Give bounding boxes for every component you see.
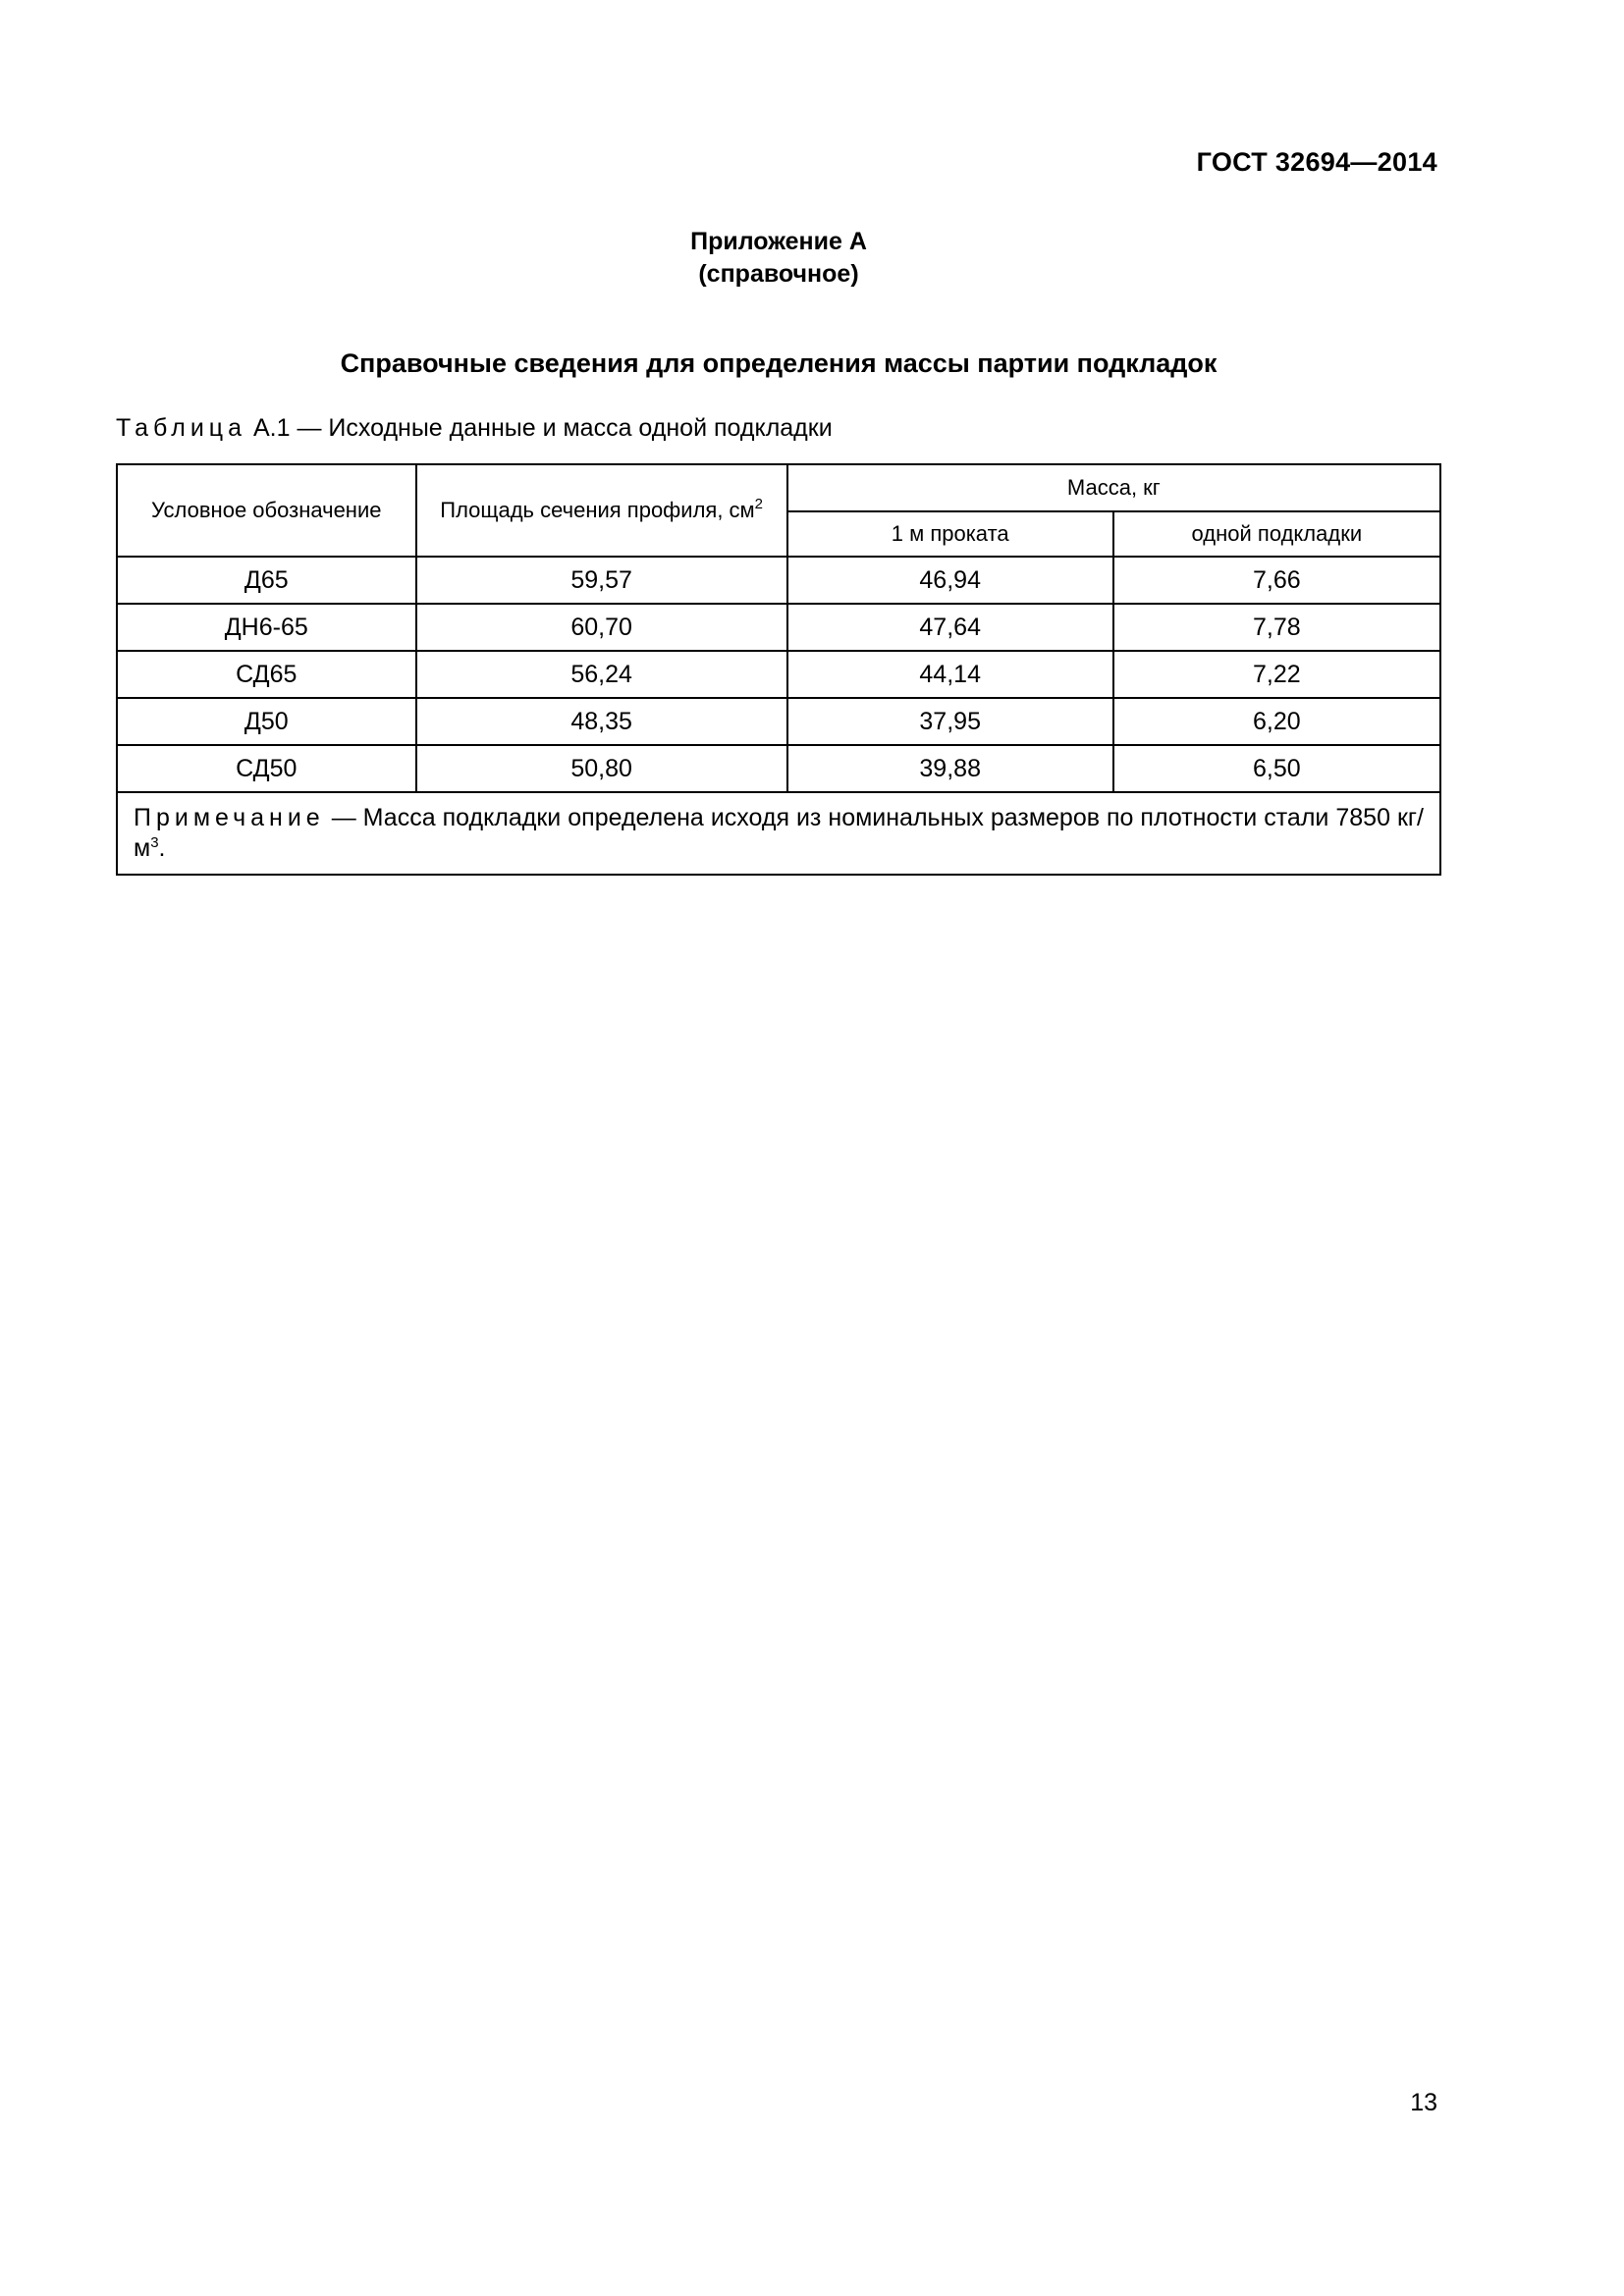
note-end: . <box>158 834 166 862</box>
header-area <box>416 464 787 557</box>
header-mass-group-label: Масса, кг <box>1066 475 1161 500</box>
header-mass-per-plate: одной подкладки <box>1113 511 1440 557</box>
table-note <box>117 792 1440 875</box>
cell-mass-per-meter: 44,14 <box>787 651 1113 698</box>
cell-area: 59,57 <box>416 557 787 604</box>
header-designation-label: Условное обозначение <box>151 498 382 522</box>
mass-data-table <box>116 463 1441 876</box>
cell-designation: Д65 <box>117 557 416 604</box>
cell-mass-per-plate: 7,22 <box>1113 651 1440 698</box>
appendix-heading <box>0 226 1557 291</box>
cell-area: 56,24 <box>416 651 787 698</box>
cell-designation: Д50 <box>117 698 416 745</box>
document-code: ГОСТ 32694—2014 <box>1196 147 1437 177</box>
note-text: — Масса подкладки определена исходя из номинальных размеров по плотности стали 7850 кг/м <box>134 804 1424 862</box>
note-label: Примечание <box>134 804 325 831</box>
cell-area: 60,70 <box>416 604 787 651</box>
cell-mass-per-plate: 6,20 <box>1113 698 1440 745</box>
cell-mass-per-plate: 6,50 <box>1113 745 1440 792</box>
note-superscript: 3 <box>150 834 159 851</box>
cell-designation: СД65 <box>117 651 416 698</box>
cell-mass-per-meter: 47,64 <box>787 604 1113 651</box>
cell-mass-per-meter: 46,94 <box>787 557 1113 604</box>
header-mass-group <box>787 464 1440 511</box>
table-note-row <box>117 792 1440 875</box>
table-row <box>117 604 1440 651</box>
table-row <box>117 557 1440 604</box>
cell-mass-per-meter: 37,95 <box>787 698 1113 745</box>
table-row <box>117 745 1440 792</box>
appendix-subtitle: (справочное) <box>698 260 859 288</box>
cell-area: 48,35 <box>416 698 787 745</box>
page-number: 13 <box>1410 2089 1437 2116</box>
section-title: Справочные сведения для определения массы партии подкладок <box>340 348 1218 378</box>
header-designation <box>117 464 416 557</box>
table-caption-text: А.1 — Исходные данные и масса одной подкладки <box>252 414 833 442</box>
cell-designation: СД50 <box>117 745 416 792</box>
cell-mass-per-meter: 39,88 <box>787 745 1113 792</box>
header-area-label: Площадь сечения профиля, см <box>440 498 755 522</box>
table-caption-label: Таблица <box>116 414 247 442</box>
table-row <box>117 651 1440 698</box>
cell-designation: ДН6-65 <box>117 604 416 651</box>
table-caption <box>116 414 833 443</box>
cell-mass-per-plate: 7,78 <box>1113 604 1440 651</box>
header-area-superscript: 2 <box>754 496 764 512</box>
cell-area: 50,80 <box>416 745 787 792</box>
cell-mass-per-plate: 7,66 <box>1113 557 1440 604</box>
header-mass-per-meter: 1 м проката <box>787 511 1113 557</box>
appendix-title: Приложение А <box>690 228 867 255</box>
table-row <box>117 698 1440 745</box>
